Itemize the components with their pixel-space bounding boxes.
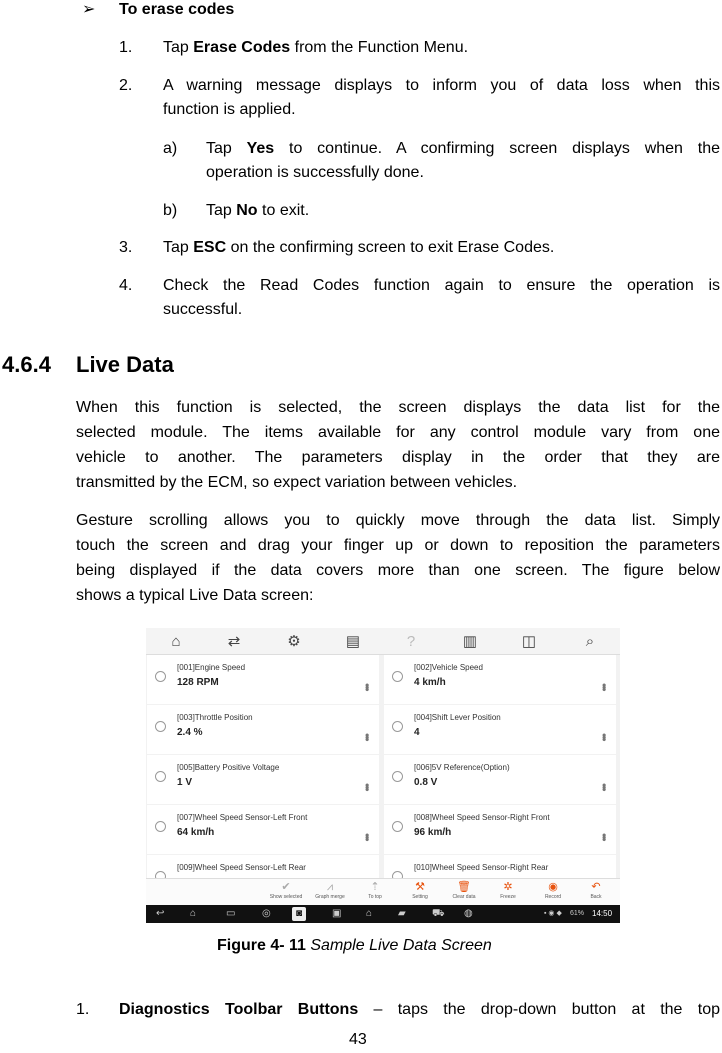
- para1-line-4: transmitted by the ECM, so expect variation between vehicles.: [76, 474, 518, 491]
- more-icon[interactable]: •••: [360, 733, 374, 740]
- param-name: [006]5V Reference(Option): [414, 763, 510, 772]
- status-icons: ▪ ◉ ◆: [544, 910, 562, 917]
- nav-home-icon[interactable]: ⌂: [190, 908, 197, 919]
- settings-icon[interactable]: ⚙: [287, 633, 301, 650]
- param-value: 128 RPM: [177, 677, 219, 688]
- search-icon[interactable]: ⌕: [585, 632, 595, 650]
- more-icon[interactable]: •••: [597, 733, 611, 740]
- step-2-line-1: A warning message displays to inform you of data loss when this: [163, 77, 720, 94]
- bullet-arrow: ➢: [82, 1, 96, 18]
- select-radio[interactable]: [155, 721, 166, 732]
- param-value: 1 V: [177, 777, 193, 788]
- browser-icon[interactable]: ◍: [464, 908, 473, 919]
- setting-button[interactable]: ⚒ Setting: [398, 881, 442, 901]
- select-radio[interactable]: [392, 821, 403, 832]
- param-name: [009]Wheel Speed Sensor-Left Rear: [177, 863, 306, 872]
- trash-icon: 🗑: [457, 881, 471, 893]
- para1-line-3: vehicle to another. The parameters display in the order that they are: [76, 449, 720, 466]
- vehicle-icon[interactable]: ⛟: [432, 908, 445, 919]
- section-title: Live Data: [76, 352, 174, 377]
- section-number: 4.6.4: [2, 352, 51, 377]
- step-b-text: Tap No to exit.: [206, 202, 310, 219]
- select-radio[interactable]: [392, 671, 403, 682]
- nav-recent-icon[interactable]: ▭: [226, 908, 236, 919]
- wrench-icon: ⚒: [415, 881, 425, 893]
- step-4-line-2: successful.: [163, 301, 243, 318]
- para2-line-3: being displayed if the data covers more than one screen. The figure below: [76, 562, 720, 579]
- battery-level: 61%: [570, 910, 585, 917]
- step-b-number: b): [163, 202, 178, 219]
- param-name: [003]Throttle Position: [177, 713, 253, 722]
- clear-data-button[interactable]: 🗑 Clear data: [442, 881, 486, 901]
- param-name: [008]Wheel Speed Sensor-Right Front: [414, 813, 550, 822]
- show-selected-button[interactable]: ✔ Show selected: [264, 881, 308, 901]
- data-logging-icon[interactable]: ◫: [521, 633, 537, 650]
- param-cell[interactable]: [147, 805, 379, 854]
- step-3-number: 3.: [119, 239, 133, 256]
- home-icon[interactable]: ⌂: [171, 632, 181, 650]
- to-top-icon: ⇡: [370, 881, 380, 893]
- step-2-line-2: function is applied.: [163, 101, 296, 118]
- para1-line-1: When this function is selected, the screen displays the data list for the: [76, 399, 720, 416]
- param-name: [007]Wheel Speed Sensor-Left Front: [177, 813, 308, 822]
- param-cell[interactable]: [384, 805, 616, 854]
- more-icon[interactable]: •••: [597, 833, 611, 840]
- freeze-icon: ✲: [503, 881, 513, 893]
- step-1-text: Tap Erase Codes from the Function Menu.: [163, 39, 469, 56]
- more-icon[interactable]: •••: [597, 783, 611, 790]
- camera-icon[interactable]: ◙: [292, 907, 306, 921]
- back-icon: ↶: [591, 881, 601, 893]
- param-value: 2.4 %: [177, 727, 203, 738]
- gallery-icon[interactable]: ▣: [332, 908, 342, 919]
- item-1-number: 1.: [76, 1001, 90, 1018]
- live-data-screenshot: [146, 628, 620, 923]
- freeze-button[interactable]: ✲ Freeze: [486, 881, 530, 901]
- graph-merge-button[interactable]: ⩘ Graph merge: [308, 881, 352, 901]
- clock: 14:50: [592, 909, 613, 918]
- param-value: 4 km/h: [414, 677, 446, 688]
- select-radio[interactable]: [155, 671, 166, 682]
- para2-line-2: touch the screen and drag your finger up or down to reposition the parameters: [76, 537, 720, 554]
- function-toolbar: [146, 878, 620, 906]
- select-radio[interactable]: [392, 771, 403, 782]
- param-cell[interactable]: [147, 705, 379, 754]
- more-icon[interactable]: •••: [597, 683, 611, 690]
- param-name: [001]Engine Speed: [177, 663, 246, 672]
- check-circle-icon: ✔: [281, 881, 291, 893]
- param-name: [010]Wheel Speed Sensor-Right Rear: [414, 863, 549, 872]
- help-icon[interactable]: ?: [406, 632, 416, 650]
- param-value: 4: [414, 727, 420, 738]
- nav-screenshot-icon[interactable]: ◎: [262, 908, 271, 919]
- param-value: 64 km/h: [177, 827, 215, 838]
- param-cell[interactable]: [384, 755, 616, 804]
- step-a-number: a): [163, 140, 178, 157]
- print-icon[interactable]: ▤: [345, 633, 361, 650]
- vci-icon[interactable]: ▰: [398, 908, 406, 919]
- param-cell[interactable]: [147, 655, 379, 704]
- step-4-line-1: Check the Read Codes function again to ensure the operation is: [163, 277, 720, 294]
- page-number: 43: [349, 1031, 367, 1048]
- item-1-line-1: Diagnostics Toolbar Buttons – taps the drop-down button at the top: [119, 1001, 721, 1018]
- nav-back-icon[interactable]: ↩: [156, 908, 165, 919]
- param-name: [005]Battery Positive Voltage: [177, 763, 280, 772]
- step-3-text: Tap ESC on the confirming screen to exit Erase Codes.: [163, 239, 555, 256]
- param-value: 96 km/h: [414, 827, 452, 838]
- step-2-number: 2.: [119, 77, 133, 94]
- param-value: 0.8 V: [414, 777, 438, 788]
- para2-line-4: shows a typical Live Data screen:: [76, 587, 314, 604]
- step-4-number: 4.: [119, 277, 133, 294]
- to-top-button[interactable]: ⇡ To top: [353, 881, 397, 901]
- param-cell[interactable]: [384, 655, 616, 704]
- param-cell[interactable]: [147, 755, 379, 804]
- maxi-home-icon[interactable]: ⌂: [366, 908, 373, 919]
- android-nav-bar: [146, 905, 620, 923]
- graph-icon: ⩘: [326, 881, 334, 893]
- param-name: [002]Vehicle Speed: [414, 663, 483, 672]
- vehicle-swap-icon[interactable]: ⇄: [227, 633, 241, 650]
- more-icon[interactable]: •••: [360, 683, 374, 690]
- select-radio[interactable]: [392, 721, 403, 732]
- step-a-line-1: Tap Yes to continue. A confirming screen displays when the: [206, 140, 720, 157]
- para2-line-1: Gesture scrolling allows you to quickly move through the data list. Simply: [76, 512, 720, 529]
- select-radio[interactable]: [155, 821, 166, 832]
- save-icon[interactable]: ▥: [462, 633, 478, 650]
- back-button[interactable]: ↶ Back: [574, 881, 618, 901]
- screen-toolbar: [146, 628, 620, 655]
- select-radio[interactable]: [155, 771, 166, 782]
- step-a-line-2: operation is successfully done.: [206, 164, 424, 181]
- more-icon[interactable]: •••: [360, 783, 374, 790]
- more-icon[interactable]: •••: [360, 833, 374, 840]
- erase-heading: To erase codes: [119, 1, 235, 18]
- record-icon: ◉: [548, 881, 558, 893]
- param-cell[interactable]: [384, 705, 616, 754]
- step-1-number: 1.: [119, 39, 133, 56]
- record-button[interactable]: ◉ Record: [531, 881, 575, 901]
- figure-caption: Figure 4- 11 Sample Live Data Screen: [217, 937, 492, 954]
- param-name: [004]Shift Lever Position: [414, 713, 501, 722]
- para1-line-2: selected module. The items available for any control module vary from one: [76, 424, 720, 441]
